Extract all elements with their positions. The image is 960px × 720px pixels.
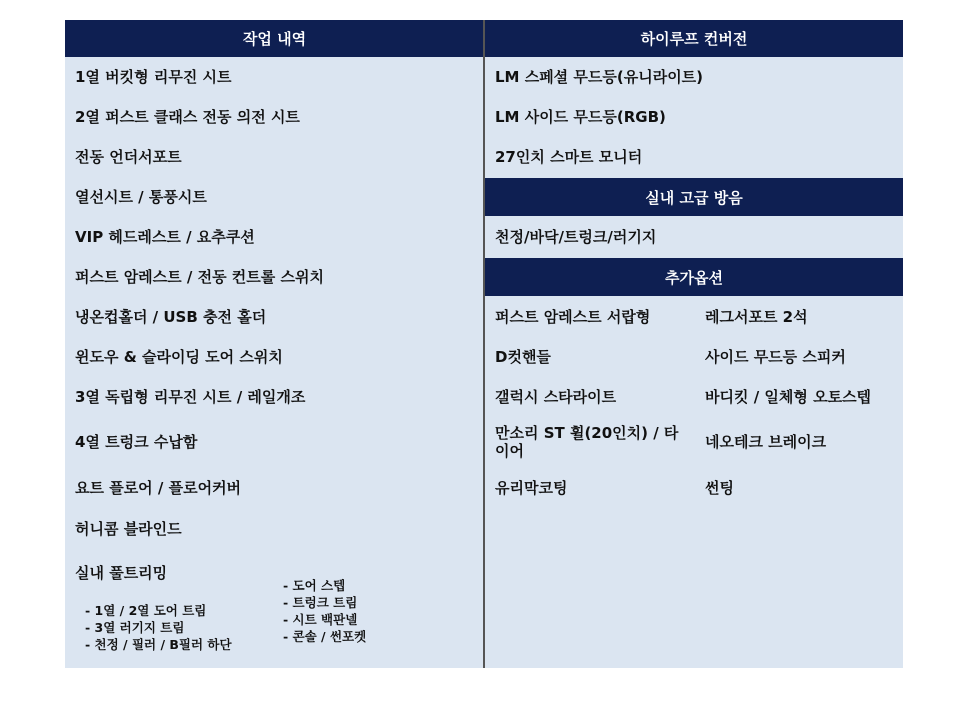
trim-item: - 시트 백판넬 bbox=[283, 612, 358, 627]
header-hilo bbox=[485, 20, 903, 57]
option-cell-empty bbox=[695, 510, 903, 548]
option-cell bbox=[695, 418, 903, 465]
trim-item: - 1열 / 2열 도어 트림 bbox=[85, 603, 207, 618]
option-cell-empty bbox=[485, 510, 693, 548]
header-work-label: 작업 내역 bbox=[242, 30, 307, 48]
trim-item: - 콘솔 / 썬포켓 bbox=[283, 629, 367, 644]
trim-list-left bbox=[85, 602, 232, 653]
trim-item: - 3열 러기지 트림 bbox=[85, 620, 185, 635]
option-label: 갤럭시 스타라이트 bbox=[495, 388, 617, 406]
left-item bbox=[65, 178, 484, 216]
hilo-item-label: LM 스페셜 무드등(유니라이트) bbox=[495, 68, 704, 86]
trim-item: - 트렁크 트림 bbox=[283, 595, 358, 610]
left-item bbox=[65, 98, 484, 136]
trim-title: 실내 풀트리밍 bbox=[75, 564, 168, 582]
left-item-label: 허니콤 블라인드 bbox=[75, 520, 182, 538]
hilo-item-label: LM 사이드 무드등(RGB) bbox=[495, 108, 666, 126]
soundproof-item bbox=[485, 218, 903, 256]
left-item-label: 1열 버킷형 리무진 시트 bbox=[75, 68, 232, 86]
left-item-label: 전동 언더서포트 bbox=[75, 148, 182, 166]
option-cell bbox=[695, 298, 903, 336]
hilo-item bbox=[485, 138, 903, 176]
trim-item: - 도어 스텝 bbox=[283, 578, 346, 593]
left-item bbox=[65, 418, 484, 465]
left-item bbox=[65, 298, 484, 336]
option-label: 유리막코팅 bbox=[495, 478, 568, 497]
left-item bbox=[65, 218, 484, 256]
option-label: 네오테크 브레이크 bbox=[705, 432, 827, 451]
header-options bbox=[485, 258, 903, 296]
option-label: 만소리 ST 휠(20인치) / 타이어 bbox=[495, 423, 679, 460]
left-item-label: 2열 퍼스트 클래스 전동 의전 시트 bbox=[75, 108, 300, 126]
option-cell bbox=[485, 418, 693, 465]
option-cell-empty bbox=[695, 590, 903, 628]
left-item bbox=[65, 138, 484, 176]
header-options-label: 추가옵션 bbox=[665, 268, 723, 287]
hilo-item bbox=[485, 98, 903, 136]
left-item-label: 윈도우 & 슬라이딩 도어 스위치 bbox=[75, 348, 283, 366]
option-cell bbox=[485, 467, 693, 508]
header-hilo-label: 하이루프 컨버전 bbox=[640, 30, 748, 48]
option-label: 썬팅 bbox=[705, 478, 734, 497]
header-soundproof-label: 실내 고급 방음 bbox=[645, 188, 743, 207]
trim-item: - 천정 / 필러 / B필러 하단 bbox=[85, 637, 232, 652]
option-cell-empty bbox=[695, 550, 903, 588]
option-cell bbox=[695, 378, 903, 416]
option-label: 퍼스트 암레스트 서랍형 bbox=[495, 308, 651, 326]
option-cell bbox=[695, 467, 903, 508]
left-item-label: 냉온컵홀더 / USB 충전 홀더 bbox=[75, 308, 267, 326]
left-item-label: 4열 트렁크 수납함 bbox=[75, 432, 198, 451]
option-cell bbox=[695, 338, 903, 376]
left-item-label: 요트 플로어 / 플로어커버 bbox=[75, 478, 242, 497]
trim-block bbox=[65, 550, 484, 668]
left-item-label: 3열 독립형 리무진 시트 / 레일개조 bbox=[75, 388, 306, 406]
option-cell bbox=[485, 298, 693, 336]
left-item bbox=[65, 510, 484, 548]
left-item bbox=[65, 467, 484, 508]
option-label: 바디킷 / 일체형 오토스텝 bbox=[705, 388, 872, 406]
option-label: D컷핸들 bbox=[495, 348, 551, 366]
left-item-label: 열선시트 / 통풍시트 bbox=[75, 188, 207, 206]
header-work bbox=[65, 20, 484, 57]
option-cell-empty bbox=[485, 550, 693, 588]
left-item bbox=[65, 258, 484, 296]
option-cell-empty bbox=[695, 630, 903, 668]
option-cell bbox=[485, 338, 693, 376]
hilo-item-label: 27인치 스마트 모니터 bbox=[495, 148, 643, 166]
option-label: 레그서포트 2석 bbox=[705, 308, 808, 326]
soundproof-item-label: 천정/바닥/트렁크/러기지 bbox=[495, 228, 657, 246]
left-item bbox=[65, 338, 484, 376]
left-item bbox=[65, 58, 484, 96]
option-label: 사이드 무드등 스피커 bbox=[705, 348, 846, 366]
header-soundproof bbox=[485, 178, 903, 216]
option-cell-empty bbox=[485, 630, 693, 668]
trim-list-right bbox=[283, 577, 366, 645]
left-item bbox=[65, 378, 484, 416]
left-item-label: 퍼스트 암레스트 / 전동 컨트롤 스위치 bbox=[75, 268, 324, 286]
left-item-label: VIP 헤드레스트 / 요추쿠션 bbox=[75, 228, 255, 246]
column-divider bbox=[483, 20, 485, 668]
hilo-item bbox=[485, 58, 903, 96]
option-cell-empty bbox=[485, 590, 693, 628]
option-cell bbox=[485, 378, 693, 416]
